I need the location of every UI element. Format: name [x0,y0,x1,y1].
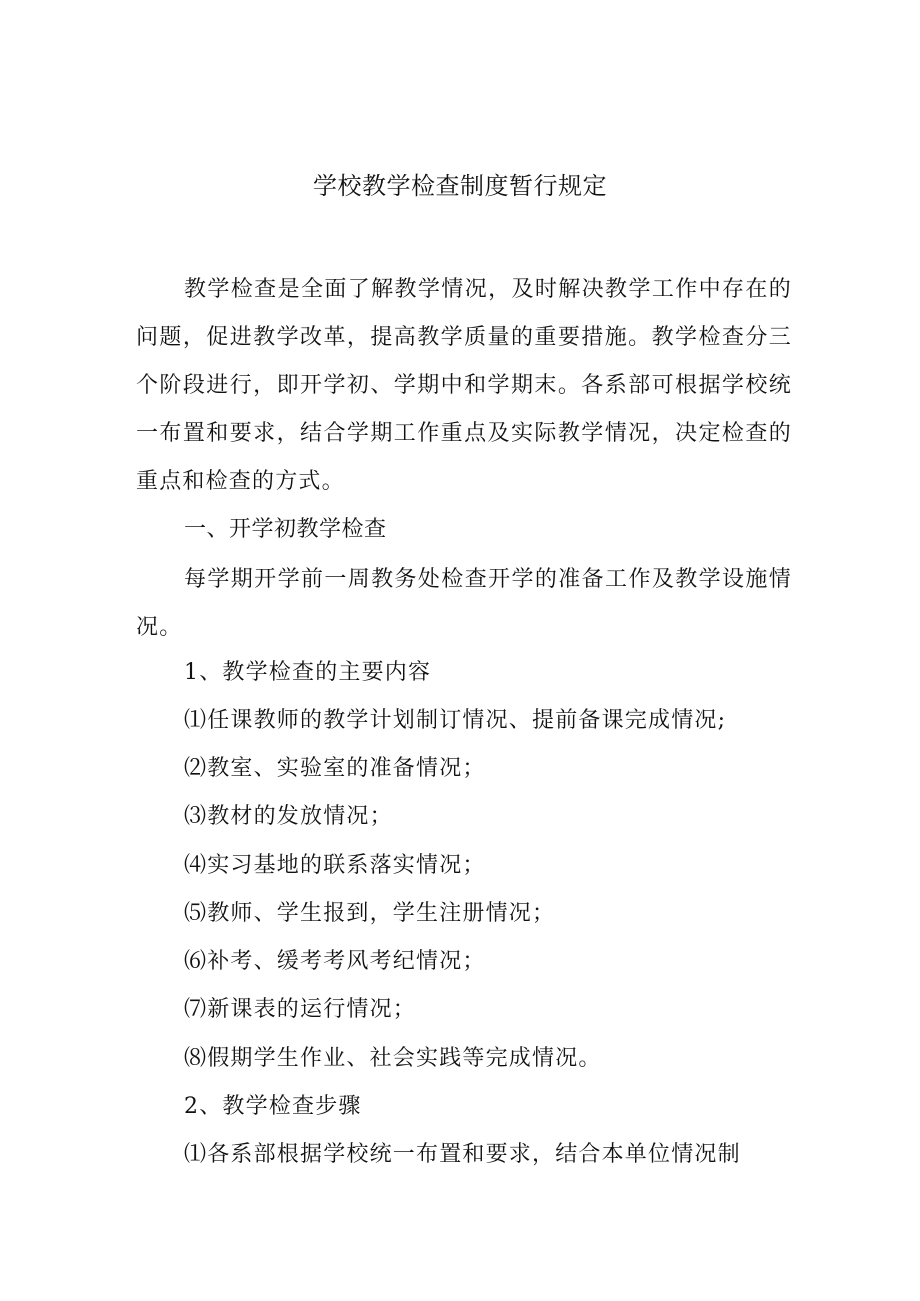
list-item: ⑴任课教师的教学计划制订情况、提前备课完成情况; [184,708,727,733]
subsection-title-1: 1、教学检查的主要内容 [184,660,432,685]
list-item: ⑶教材的发放情况； [184,804,393,829]
document-title: 学校教学检查制度暂行规定 [313,172,607,200]
list-item: ⑷实习基地的联系落实情况； [184,853,486,878]
step-item: ⑴各系部根据学校统一布置和要求，结合本单位情况制 [184,1142,741,1167]
subsection-title-2: 2、教学检查步骤 [184,1094,362,1119]
intro-paragraph: 教学检查是全面了解教学情况，及时解决教学工作中存在的问题，促进教学改革，提高教学质量的重要措施。教学检查分三个阶段进行，即开学初、学期中和学期末。各系部可根据学校统一布置和要求，结合学期工作重点及实际教学情况，决定检查的重点和检查的方式。 [136,277,792,494]
list-item: ⑺新课表的运行情况； [184,997,417,1022]
list-item: ⑸教师、学生报到，学生注册情况； [184,901,556,926]
section-heading-1: 一、开学初教学检查 [184,517,387,542]
list-item: ⑻假期学生作业、社会实践等完成情况。 [184,1046,602,1071]
list-item: ⑵教室、实验室的准备情况； [184,756,486,781]
list-item: ⑹补考、缓考考风考纪情况； [184,949,486,974]
section-paragraph-1: 每学期开学前一周教务处检查开学的准备工作及教学设施情况。 [136,567,792,640]
